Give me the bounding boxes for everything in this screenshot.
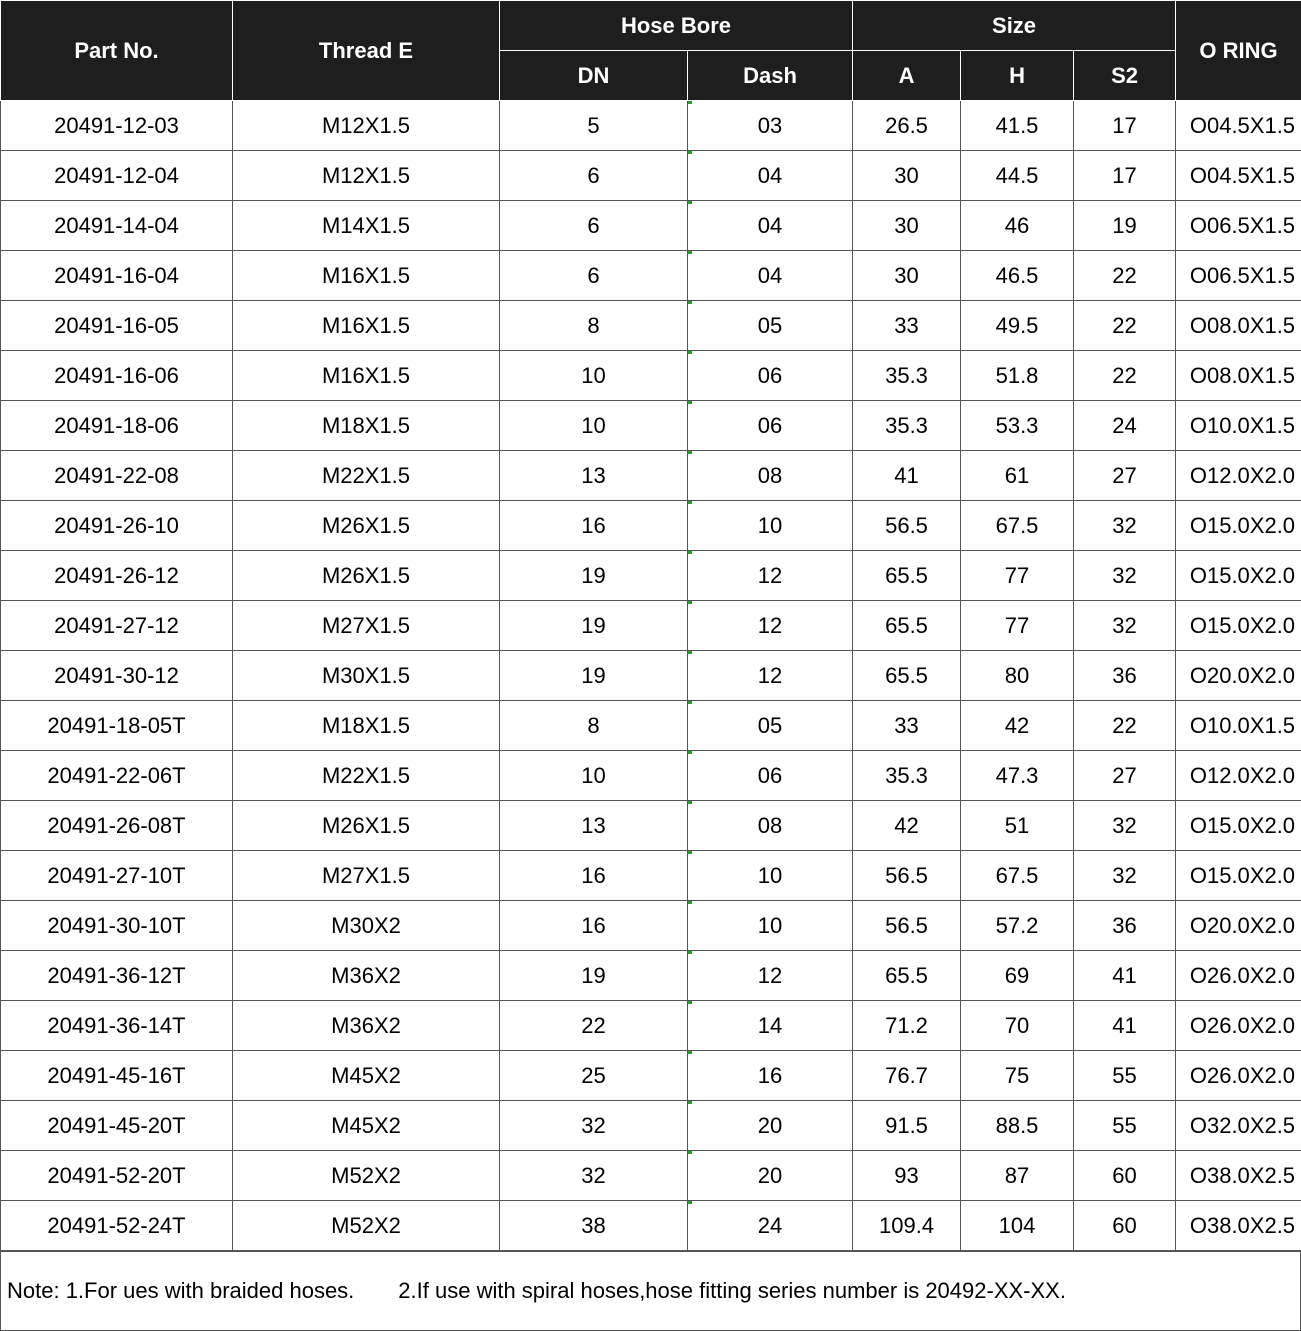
cell-thread-e: M22X1.5 xyxy=(233,451,500,501)
cell-a: 30 xyxy=(853,201,961,251)
cell-h: 42 xyxy=(961,701,1074,751)
cell-a: 91.5 xyxy=(853,1101,961,1151)
cell-thread-e: M16X1.5 xyxy=(233,251,500,301)
table-row xyxy=(1,551,1301,601)
cell-part-no: 20491-18-06 xyxy=(1,401,233,451)
cell-dn: 19 xyxy=(500,551,688,601)
cell-thread-e: M14X1.5 xyxy=(233,201,500,251)
cell-part-no: 20491-45-16T xyxy=(1,1051,233,1101)
cell-o-ring: O20.0X2.0 xyxy=(1176,901,1301,951)
cell-a: 33 xyxy=(853,301,961,351)
cell-a: 109.4 xyxy=(853,1201,961,1251)
table-row xyxy=(1,301,1301,351)
cell-s2: 32 xyxy=(1074,501,1176,551)
cell-dash: 08 xyxy=(688,801,853,851)
table-row xyxy=(1,601,1301,651)
cell-dn: 38 xyxy=(500,1201,688,1251)
cell-dn: 19 xyxy=(500,951,688,1001)
cell-h: 41.5 xyxy=(961,101,1074,151)
table-body xyxy=(1,101,1301,1251)
cell-dash: 12 xyxy=(688,951,853,1001)
cell-part-no: 20491-36-14T xyxy=(1,1001,233,1051)
table-row xyxy=(1,451,1301,501)
cell-thread-e: M27X1.5 xyxy=(233,851,500,901)
cell-part-no: 20491-26-10 xyxy=(1,501,233,551)
cell-dn: 5 xyxy=(500,101,688,151)
cell-h: 46 xyxy=(961,201,1074,251)
cell-thread-e: M30X1.5 xyxy=(233,651,500,701)
cell-a: 41 xyxy=(853,451,961,501)
cell-dn: 6 xyxy=(500,251,688,301)
cell-a: 65.5 xyxy=(853,651,961,701)
cell-thread-e: M26X1.5 xyxy=(233,551,500,601)
cell-h: 80 xyxy=(961,651,1074,701)
table-row xyxy=(1,351,1301,401)
cell-dash: 14 xyxy=(688,1001,853,1051)
cell-dn: 16 xyxy=(500,901,688,951)
cell-s2: 32 xyxy=(1074,801,1176,851)
cell-dash: 05 xyxy=(688,701,853,751)
cell-o-ring: O06.5X1.5 xyxy=(1176,251,1301,301)
cell-dash: 20 xyxy=(688,1151,853,1201)
cell-a: 65.5 xyxy=(853,601,961,651)
table-row xyxy=(1,1151,1301,1201)
cell-thread-e: M22X1.5 xyxy=(233,751,500,801)
cell-o-ring: O15.0X2.0 xyxy=(1176,601,1301,651)
cell-h: 51 xyxy=(961,801,1074,851)
header-o-ring: O RING xyxy=(1176,1,1301,101)
cell-o-ring: O15.0X2.0 xyxy=(1176,801,1301,851)
cell-dn: 10 xyxy=(500,751,688,801)
cell-dn: 19 xyxy=(500,601,688,651)
cell-o-ring: O12.0X2.0 xyxy=(1176,451,1301,501)
cell-o-ring: O08.0X1.5 xyxy=(1176,301,1301,351)
cell-o-ring: O15.0X2.0 xyxy=(1176,501,1301,551)
cell-o-ring: O10.0X1.5 xyxy=(1176,701,1301,751)
table-row xyxy=(1,751,1301,801)
cell-part-no: 20491-16-05 xyxy=(1,301,233,351)
cell-dn: 6 xyxy=(500,201,688,251)
cell-h: 75 xyxy=(961,1051,1074,1101)
cell-dash: 16 xyxy=(688,1051,853,1101)
cell-part-no: 20491-16-04 xyxy=(1,251,233,301)
cell-dash: 03 xyxy=(688,101,853,151)
cell-dash: 04 xyxy=(688,151,853,201)
table-row xyxy=(1,1051,1301,1101)
cell-dn: 13 xyxy=(500,801,688,851)
note-braided: Note: 1.For ues with braided hoses. xyxy=(7,1278,355,1303)
cell-o-ring: O15.0X2.0 xyxy=(1176,551,1301,601)
cell-s2: 36 xyxy=(1074,901,1176,951)
cell-part-no: 20491-12-04 xyxy=(1,151,233,201)
cell-h: 49.5 xyxy=(961,301,1074,351)
cell-part-no: 20491-16-06 xyxy=(1,351,233,401)
cell-h: 53.3 xyxy=(961,401,1074,451)
cell-thread-e: M18X1.5 xyxy=(233,401,500,451)
note-spiral: 2.If use with spiral hoses,hose fitting series number is 20492-XX-XX. xyxy=(398,1278,1066,1303)
cell-s2: 55 xyxy=(1074,1101,1176,1151)
cell-dash: 05 xyxy=(688,301,853,351)
table-row xyxy=(1,501,1301,551)
cell-o-ring: O08.0X1.5 xyxy=(1176,351,1301,401)
table-row xyxy=(1,201,1301,251)
cell-a: 42 xyxy=(853,801,961,851)
cell-dash: 12 xyxy=(688,551,853,601)
cell-a: 30 xyxy=(853,151,961,201)
cell-h: 57.2 xyxy=(961,901,1074,951)
cell-dash: 10 xyxy=(688,901,853,951)
cell-a: 33 xyxy=(853,701,961,751)
cell-s2: 32 xyxy=(1074,851,1176,901)
table-row xyxy=(1,251,1301,301)
cell-a: 71.2 xyxy=(853,1001,961,1051)
cell-s2: 22 xyxy=(1074,701,1176,751)
cell-part-no: 20491-22-08 xyxy=(1,451,233,501)
cell-dn: 8 xyxy=(500,301,688,351)
cell-dn: 32 xyxy=(500,1151,688,1201)
cell-dn: 10 xyxy=(500,401,688,451)
cell-thread-e: M12X1.5 xyxy=(233,101,500,151)
cell-s2: 17 xyxy=(1074,151,1176,201)
table-row xyxy=(1,701,1301,751)
header-a: A xyxy=(853,51,961,101)
cell-thread-e: M52X2 xyxy=(233,1151,500,1201)
cell-s2: 17 xyxy=(1074,101,1176,151)
cell-s2: 60 xyxy=(1074,1151,1176,1201)
cell-a: 76.7 xyxy=(853,1051,961,1101)
cell-o-ring: O20.0X2.0 xyxy=(1176,651,1301,701)
cell-o-ring: O15.0X2.0 xyxy=(1176,851,1301,901)
cell-thread-e: M26X1.5 xyxy=(233,501,500,551)
cell-s2: 41 xyxy=(1074,951,1176,1001)
cell-thread-e: M27X1.5 xyxy=(233,601,500,651)
cell-h: 67.5 xyxy=(961,501,1074,551)
cell-h: 47.3 xyxy=(961,751,1074,801)
cell-a: 30 xyxy=(853,251,961,301)
cell-dn: 19 xyxy=(500,651,688,701)
cell-thread-e: M18X1.5 xyxy=(233,701,500,751)
cell-s2: 24 xyxy=(1074,401,1176,451)
cell-dash: 08 xyxy=(688,451,853,501)
cell-o-ring: O12.0X2.0 xyxy=(1176,751,1301,801)
cell-a: 65.5 xyxy=(853,551,961,601)
cell-o-ring: O04.5X1.5 xyxy=(1176,151,1301,201)
cell-a: 56.5 xyxy=(853,901,961,951)
cell-h: 69 xyxy=(961,951,1074,1001)
cell-part-no: 20491-30-12 xyxy=(1,651,233,701)
cell-dash: 06 xyxy=(688,751,853,801)
cell-part-no: 20491-26-08T xyxy=(1,801,233,851)
table-row xyxy=(1,401,1301,451)
cell-o-ring: O32.0X2.5 xyxy=(1176,1101,1301,1151)
header-part-no: Part No. xyxy=(1,1,233,101)
cell-o-ring: O38.0X2.5 xyxy=(1176,1151,1301,1201)
cell-a: 65.5 xyxy=(853,951,961,1001)
header-size: Size xyxy=(853,1,1176,51)
cell-a: 26.5 xyxy=(853,101,961,151)
cell-part-no: 20491-52-24T xyxy=(1,1201,233,1251)
table-row xyxy=(1,101,1301,151)
cell-h: 51.8 xyxy=(961,351,1074,401)
cell-part-no: 20491-12-03 xyxy=(1,101,233,151)
cell-o-ring: O38.0X2.5 xyxy=(1176,1201,1301,1251)
cell-dash: 04 xyxy=(688,201,853,251)
cell-thread-e: M30X2 xyxy=(233,901,500,951)
cell-s2: 55 xyxy=(1074,1051,1176,1101)
table-note xyxy=(0,1251,1301,1331)
cell-o-ring: O04.5X1.5 xyxy=(1176,101,1301,151)
cell-part-no: 20491-45-20T xyxy=(1,1101,233,1151)
cell-s2: 36 xyxy=(1074,651,1176,701)
cell-h: 77 xyxy=(961,551,1074,601)
cell-dash: 12 xyxy=(688,651,853,701)
cell-dn: 22 xyxy=(500,1001,688,1051)
table-row xyxy=(1,1101,1301,1151)
cell-thread-e: M45X2 xyxy=(233,1101,500,1151)
cell-h: 70 xyxy=(961,1001,1074,1051)
cell-dn: 25 xyxy=(500,1051,688,1101)
cell-a: 35.3 xyxy=(853,401,961,451)
cell-part-no: 20491-22-06T xyxy=(1,751,233,801)
cell-part-no: 20491-27-10T xyxy=(1,851,233,901)
cell-h: 88.5 xyxy=(961,1101,1074,1151)
cell-s2: 32 xyxy=(1074,551,1176,601)
cell-part-no: 20491-30-10T xyxy=(1,901,233,951)
cell-s2: 22 xyxy=(1074,251,1176,301)
cell-part-no: 20491-14-04 xyxy=(1,201,233,251)
table-row xyxy=(1,651,1301,701)
cell-h: 77 xyxy=(961,601,1074,651)
header-hose-bore: Hose Bore xyxy=(500,1,853,51)
cell-thread-e: M16X1.5 xyxy=(233,351,500,401)
cell-s2: 27 xyxy=(1074,451,1176,501)
cell-a: 35.3 xyxy=(853,751,961,801)
cell-dash: 24 xyxy=(688,1201,853,1251)
cell-thread-e: M16X1.5 xyxy=(233,301,500,351)
cell-s2: 19 xyxy=(1074,201,1176,251)
cell-dash: 06 xyxy=(688,351,853,401)
table-row xyxy=(1,951,1301,1001)
table-row xyxy=(1,151,1301,201)
cell-dash: 20 xyxy=(688,1101,853,1151)
header-dash: Dash xyxy=(688,51,853,101)
cell-h: 104 xyxy=(961,1201,1074,1251)
cell-dn: 16 xyxy=(500,851,688,901)
table-row xyxy=(1,1201,1301,1251)
cell-o-ring: O26.0X2.0 xyxy=(1176,1051,1301,1101)
cell-a: 56.5 xyxy=(853,501,961,551)
cell-dash: 10 xyxy=(688,501,853,551)
cell-dn: 8 xyxy=(500,701,688,751)
cell-s2: 22 xyxy=(1074,301,1176,351)
cell-h: 87 xyxy=(961,1151,1074,1201)
cell-s2: 41 xyxy=(1074,1001,1176,1051)
header-h: H xyxy=(961,51,1074,101)
cell-o-ring: O26.0X2.0 xyxy=(1176,1001,1301,1051)
cell-dash: 10 xyxy=(688,851,853,901)
cell-o-ring: O10.0X1.5 xyxy=(1176,401,1301,451)
cell-s2: 27 xyxy=(1074,751,1176,801)
cell-h: 67.5 xyxy=(961,851,1074,901)
cell-dash: 12 xyxy=(688,601,853,651)
cell-part-no: 20491-26-12 xyxy=(1,551,233,601)
cell-part-no: 20491-27-12 xyxy=(1,601,233,651)
table-row xyxy=(1,1001,1301,1051)
cell-dn: 6 xyxy=(500,151,688,201)
table-header xyxy=(1,1,1301,101)
cell-h: 44.5 xyxy=(961,151,1074,201)
cell-h: 61 xyxy=(961,451,1074,501)
cell-a: 35.3 xyxy=(853,351,961,401)
cell-s2: 32 xyxy=(1074,601,1176,651)
cell-s2: 22 xyxy=(1074,351,1176,401)
cell-dash: 06 xyxy=(688,401,853,451)
cell-dn: 32 xyxy=(500,1101,688,1151)
cell-dn: 10 xyxy=(500,351,688,401)
cell-o-ring: O06.5X1.5 xyxy=(1176,201,1301,251)
cell-a: 56.5 xyxy=(853,851,961,901)
header-s2: S2 xyxy=(1074,51,1176,101)
cell-dn: 13 xyxy=(500,451,688,501)
cell-a: 93 xyxy=(853,1151,961,1201)
cell-thread-e: M12X1.5 xyxy=(233,151,500,201)
cell-part-no: 20491-18-05T xyxy=(1,701,233,751)
table-row xyxy=(1,851,1301,901)
header-dn: DN xyxy=(500,51,688,101)
table-row xyxy=(1,801,1301,851)
cell-thread-e: M36X2 xyxy=(233,1001,500,1051)
cell-part-no: 20491-36-12T xyxy=(1,951,233,1001)
cell-o-ring: O26.0X2.0 xyxy=(1176,951,1301,1001)
cell-s2: 60 xyxy=(1074,1201,1176,1251)
cell-h: 46.5 xyxy=(961,251,1074,301)
cell-thread-e: M36X2 xyxy=(233,951,500,1001)
cell-thread-e: M45X2 xyxy=(233,1051,500,1101)
cell-part-no: 20491-52-20T xyxy=(1,1151,233,1201)
cell-thread-e: M52X2 xyxy=(233,1201,500,1251)
header-thread-e: Thread E xyxy=(233,1,500,101)
table-row xyxy=(1,901,1301,951)
cell-dash: 04 xyxy=(688,251,853,301)
cell-thread-e: M26X1.5 xyxy=(233,801,500,851)
cell-dn: 16 xyxy=(500,501,688,551)
